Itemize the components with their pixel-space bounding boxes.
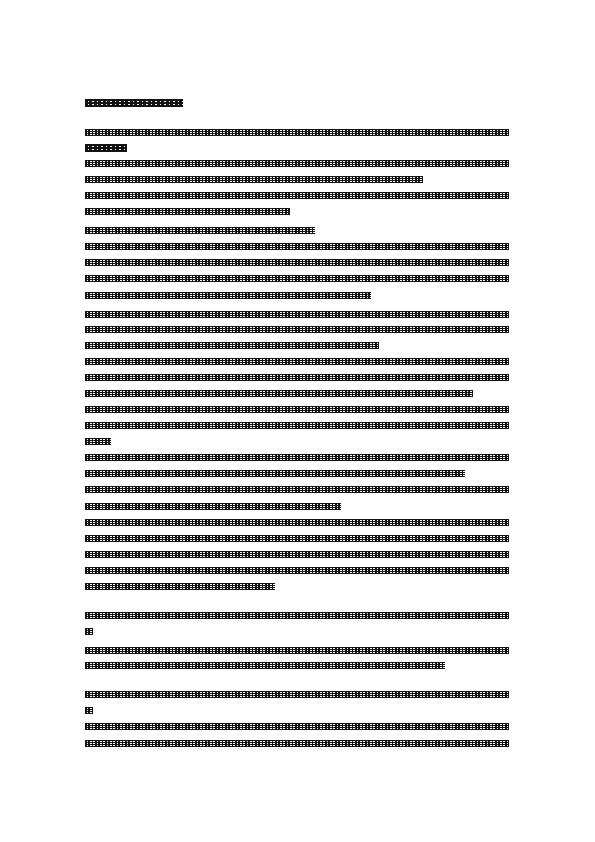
text-line: [85, 358, 509, 365]
text-line: [85, 374, 509, 381]
text-line: [85, 535, 509, 542]
text-line: [85, 628, 93, 635]
text-line: [85, 422, 509, 429]
text-line: [85, 243, 509, 250]
text-line: [85, 503, 341, 510]
text-line: [85, 176, 423, 183]
text-line: [85, 326, 509, 333]
text-line: [85, 691, 509, 698]
text-line: [85, 259, 509, 266]
heading-line: [85, 99, 183, 107]
text-line: [85, 647, 509, 654]
text-line: [85, 470, 465, 477]
text-line: [85, 438, 111, 445]
text-line: [85, 275, 509, 282]
text-line: [85, 406, 509, 413]
text-line: [85, 454, 509, 461]
text-line: [85, 342, 379, 349]
text-line: [85, 519, 509, 526]
text-line: [85, 292, 371, 299]
text-line: [85, 227, 315, 234]
text-line: [85, 707, 93, 714]
text-line: [85, 612, 509, 619]
text-line: [85, 311, 509, 318]
text-line: [85, 662, 445, 669]
text-line: [85, 583, 275, 590]
text-line: [85, 192, 509, 199]
text-line: [85, 160, 509, 167]
text-line: [85, 129, 509, 136]
text-line: [85, 144, 127, 152]
text-line: [85, 551, 509, 558]
text-line: [85, 486, 509, 493]
text-line: [85, 567, 509, 574]
text-line: [85, 740, 509, 747]
text-line: [85, 390, 473, 397]
text-line: [85, 723, 509, 730]
text-line: [85, 208, 290, 215]
